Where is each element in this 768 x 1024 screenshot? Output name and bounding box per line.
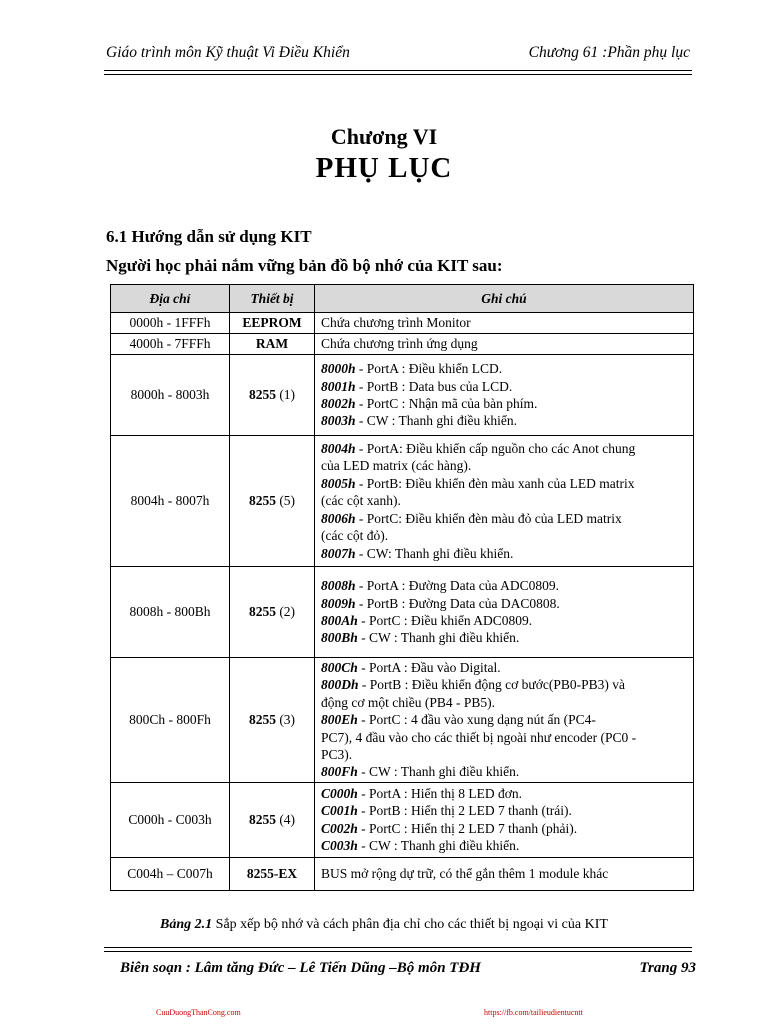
- note-line: [321, 802, 687, 819]
- note-line: [321, 475, 687, 492]
- table-row: [111, 334, 694, 355]
- notes-cell: [315, 334, 694, 355]
- note-line: [321, 457, 687, 474]
- table-row: [111, 313, 694, 334]
- register-address: 8002h: [321, 396, 356, 411]
- register-address: 800Dh: [321, 677, 359, 693]
- note-line: [321, 412, 687, 429]
- notes-cell: [315, 436, 694, 567]
- register-address: 8003h: [321, 413, 356, 429]
- note-text: - PortA : Hiển thị 8 LED đơn.: [357, 786, 523, 802]
- device-cell: [230, 436, 315, 567]
- note-text: (các cột đỏ).: [321, 528, 389, 544]
- note-line: [321, 820, 687, 837]
- note-line: [321, 510, 687, 527]
- note-line: [321, 595, 687, 612]
- note-line: [321, 746, 687, 763]
- note-line: [321, 395, 687, 412]
- footer-rule: [104, 947, 692, 952]
- note-line: [321, 335, 687, 352]
- table-row: [111, 567, 694, 658]
- register-address: C002h: [321, 820, 358, 836]
- note-text: - PortB : Điều khiển động cơ bước(PB0-PB3) và: [358, 677, 625, 693]
- device-index: (5): [275, 493, 296, 508]
- notes-cell: [315, 355, 694, 436]
- device-name: 8255: [248, 711, 276, 727]
- note-line: [321, 314, 687, 331]
- memory-map-table: [110, 284, 694, 891]
- note-text: - PortA : Đường Data của ADC0809.: [355, 578, 559, 594]
- note-text: - CW : Thanh ghi điều khiển.: [357, 838, 520, 854]
- device-name: 8255: [248, 387, 276, 402]
- source-facebook-link[interactable]: https://fb.com/tailieudientucntt: [484, 1008, 583, 1017]
- note-text: - PortB : Đường Data của DAC0808.: [355, 595, 560, 611]
- note-text: - CW: Thanh ghi điều khiển.: [355, 545, 514, 561]
- device-cell: [230, 782, 315, 857]
- note-text: - PortB: Điều khiển đèn màu xanh của LED matrix: [355, 475, 635, 491]
- note-line: [321, 837, 687, 854]
- table-row: [111, 857, 694, 890]
- note-line: [321, 577, 687, 594]
- table-body: [111, 313, 694, 891]
- register-address: 800Fh: [321, 764, 358, 780]
- register-address: 8000h: [321, 361, 356, 377]
- table-header-row: [111, 285, 694, 313]
- address-cell: 800Ch - 800Fh: [111, 658, 230, 783]
- note-line: [321, 440, 687, 457]
- register-address: 8009h: [321, 595, 356, 611]
- notes-cell: [315, 313, 694, 334]
- note-line: [321, 729, 687, 746]
- note-text: (các cột xanh).: [321, 493, 401, 509]
- address-cell: C004h – C007h: [111, 857, 230, 890]
- device-index: (1): [275, 387, 296, 402]
- device-name: 8255: [248, 493, 276, 508]
- device-cell: [230, 313, 315, 334]
- device-name: 8255: [248, 811, 276, 827]
- column-header-notes: Ghi chú: [315, 285, 694, 313]
- register-address: 8004h: [321, 441, 356, 457]
- note-text: - PortC : 4 đầu vào xung dạng nút ấn (PC4-: [357, 712, 596, 728]
- note-line: [321, 612, 687, 629]
- page-header: [106, 44, 690, 62]
- note-text: - PortC: Điều khiển đèn màu đỏ của LED matrix: [355, 510, 622, 526]
- note-line: [321, 527, 687, 544]
- section-heading: 6.1 Hướng dẫn sử dụng KIT: [106, 227, 312, 246]
- table-row: [111, 782, 694, 857]
- register-address: C003h: [321, 838, 358, 854]
- address-cell: 8000h - 8003h: [111, 355, 230, 436]
- device-name: RAM: [255, 336, 289, 351]
- caption-text: Sắp xếp bộ nhớ và cách phân địa chỉ cho các thiết bị ngoại vi của KIT: [212, 917, 608, 932]
- note-text: - PortC : Điều khiển ADC0809.: [357, 613, 533, 628]
- table-caption: [0, 917, 768, 933]
- device-name: 8255: [248, 604, 276, 619]
- intro-text: Người học phải nắm vững bản đồ bộ nhớ của KIT sau:: [106, 256, 503, 275]
- device-index: (4): [275, 811, 296, 827]
- address-cell: 0000h - 1FFFh: [111, 313, 230, 334]
- register-address: 800Eh: [321, 712, 358, 728]
- note-text: Chứa chương trình ứng dụng: [321, 336, 478, 352]
- note-text: PC7), 4 đầu vào cho các thiết bị ngoài như encoder (PC0 -: [321, 729, 637, 745]
- note-line: [321, 629, 687, 646]
- device-name: EEPROM: [242, 315, 302, 330]
- device-cell: [230, 334, 315, 355]
- device-index: (3): [275, 711, 296, 727]
- note-text: - CW : Thanh ghi điều khiển.: [357, 764, 520, 780]
- note-text: - PortB : Data bus của LCD.: [355, 378, 513, 394]
- register-address: 800Bh: [321, 630, 358, 646]
- note-text: Chứa chương trình Monitor: [321, 315, 471, 331]
- note-text: - PortB : Hiển thị 2 LED 7 thanh (trái).: [357, 803, 572, 819]
- column-header-device: Thiết bị: [230, 285, 315, 313]
- source-website-link[interactable]: CuuDuongThanCong.com: [156, 1008, 241, 1017]
- table-row: [111, 436, 694, 567]
- note-line: [321, 694, 687, 711]
- register-address: 8006h: [321, 510, 356, 526]
- note-text: - PortA : Đầu vào Digital.: [357, 660, 501, 675]
- notes-cell: [315, 857, 694, 890]
- note-text: - PortC : Nhận mã của bàn phím.: [355, 396, 538, 411]
- note-line: [321, 492, 687, 509]
- header-chapter-title: Chương 61 :Phần phụ lục: [528, 44, 690, 61]
- page-footer: [120, 960, 696, 977]
- note-line: [321, 360, 687, 377]
- address-cell: 8008h - 800Bh: [111, 567, 230, 658]
- notes-cell: [315, 658, 694, 783]
- notes-cell: [315, 567, 694, 658]
- note-text: của LED matrix (các hàng).: [321, 458, 472, 474]
- note-text: động cơ một chiều (PB4 - PB5).: [321, 694, 496, 710]
- table-row: [111, 355, 694, 436]
- register-address: 8005h: [321, 475, 356, 491]
- page-number: Trang 93: [639, 960, 696, 976]
- register-address: C000h: [321, 786, 358, 802]
- device-index: (2): [275, 604, 296, 619]
- address-cell: C000h - C003h: [111, 782, 230, 857]
- note-line: [321, 785, 687, 802]
- note-line: [321, 763, 687, 780]
- note-line: [321, 659, 687, 676]
- note-text: - PortA: Điều khiển cấp nguồn cho các Anot chung: [355, 441, 636, 457]
- device-cell: [230, 567, 315, 658]
- address-cell: 4000h - 7FFFh: [111, 334, 230, 355]
- register-address: 8001h: [321, 378, 356, 394]
- chapter-title: PHỤ LỤC: [315, 152, 453, 184]
- caption-label: Bảng 2.1: [160, 917, 213, 932]
- note-text: - CW : Thanh ghi điều khiển.: [355, 413, 517, 429]
- note-line: [321, 545, 687, 562]
- register-address: 800Ah: [321, 613, 358, 628]
- note-text: - PortA : Điều khiển LCD.: [355, 361, 503, 377]
- note-text: BUS mở rộng dự trữ, có thể gắn thêm 1 module khác: [321, 866, 609, 882]
- address-cell: 8004h - 8007h: [111, 436, 230, 567]
- device-name: 8255-EX: [246, 865, 298, 881]
- header-course-title: Giáo trình môn Kỹ thuật Vi Điều Khiển: [106, 44, 350, 61]
- register-address: 800Ch: [321, 660, 358, 675]
- note-line: [321, 378, 687, 395]
- register-address: C001h: [321, 803, 358, 819]
- column-header-address: Địa chỉ: [111, 285, 230, 313]
- note-text: - CW : Thanh ghi điều khiển.: [357, 630, 520, 646]
- chapter-label: Chương VI: [330, 124, 438, 149]
- register-address: 8008h: [321, 578, 356, 594]
- device-cell: [230, 857, 315, 890]
- register-address: 8007h: [321, 545, 356, 561]
- table-row: [111, 658, 694, 783]
- note-line: [321, 711, 687, 728]
- note-line: [321, 865, 687, 882]
- notes-cell: [315, 782, 694, 857]
- note-text: PC3).: [321, 747, 353, 763]
- note-line: [321, 676, 687, 693]
- header-rule: [104, 70, 692, 75]
- note-text: - PortC : Hiển thị 2 LED 7 thanh (phải).: [357, 820, 578, 836]
- device-cell: [230, 658, 315, 783]
- device-cell: [230, 355, 315, 436]
- footer-authors: Biên soạn : Lâm tăng Đức – Lê Tiến Dũng –Bộ môn TĐH: [120, 960, 481, 976]
